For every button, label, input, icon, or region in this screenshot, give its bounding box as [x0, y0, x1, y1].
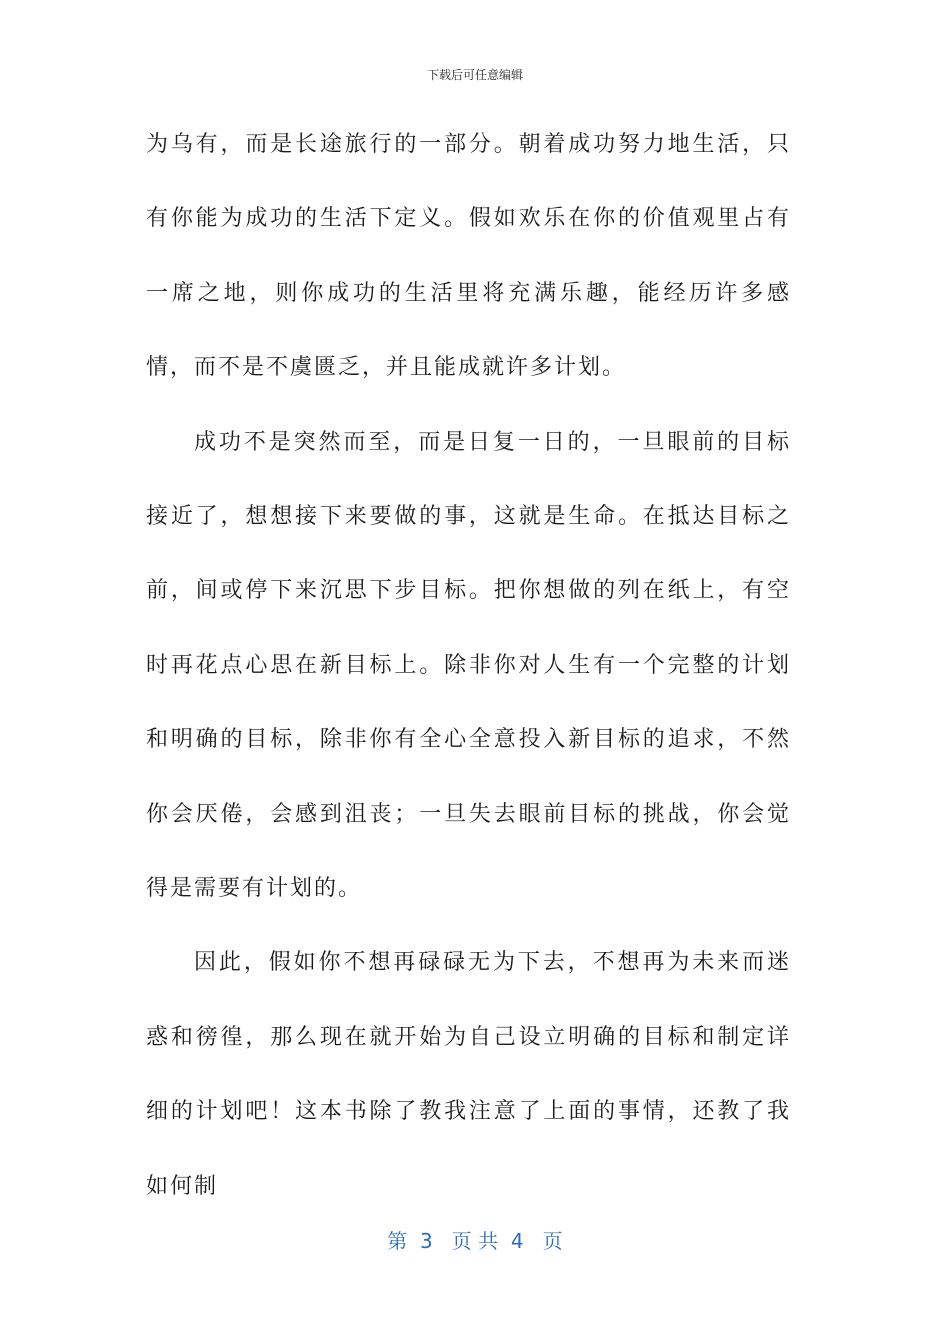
page-header: 下载后可任意编辑 [426, 68, 523, 82]
paragraph-continuation: 为乌有，而是长途旅行的一部分。朝着成功努力地生活，只有你能为成功的生活下定义。假如欢乐在你的价值观里占有一席之地，则你成功的生活里将充满乐趣，能经历许多感情，而不是不虞匮乏，并且能成就许多计划。 [146, 132, 791, 381]
page-footer: 第 3 页 共 4 页 [387, 1229, 563, 1253]
paragraph: 成功不是突然而至，而是日复一日的，一旦眼前的目标接近了，想想接下来要做的事，这就是生命。在抵达目标之前，间或停下来沉思下步目标。把你想做的列在纸上，有空时再花点心思在新目标上。除非你对人生有一个完整的计划和明确的目标，除非你有全心全意投入新目标的追求，不然你会厌倦，会感到沮丧；一旦失去眼前目标的挑战，你会觉得是需要有计划的。 [146, 429, 791, 902]
paragraph: 因此，假如你不想再碌碌无为下去，不想再为未来而迷惑和徬徨，那么现在就开始为自己设立明确的目标和制定详细的计划吧！这本书除了教我注意了上面的事情，还教了我如何制 [146, 950, 791, 1199]
document-body [146, 108, 791, 1224]
